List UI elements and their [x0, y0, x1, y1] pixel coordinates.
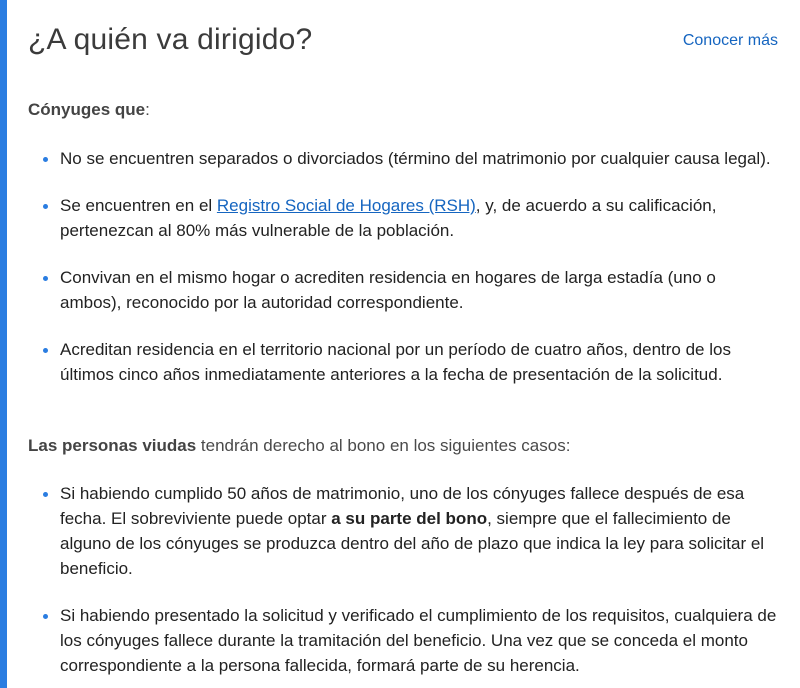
list-item [28, 265, 780, 315]
list-item [28, 337, 780, 387]
bullet-icon [43, 276, 48, 281]
widows-intro-bold: Las personas viudas [28, 436, 197, 455]
list-item-text-after: , siempre que el fallecimiento de alguno de los cónyuges se produzca dentro del año de plazo que indica la ley para solicitar el beneficio. [60, 509, 765, 578]
list-item-text-after: , y, de acuerdo a su calificación, pertenezcan al 80% más vulnerable de la población. [60, 196, 717, 240]
rsh-link[interactable]: Registro Social de Hogares (RSH) [216, 196, 476, 215]
spouses-intro-rest: : [145, 100, 150, 119]
accent-bar [0, 0, 7, 688]
list-item-bold: a su parte del bono [331, 509, 488, 528]
list-item-text: Si habiendo presentado la solicitud y verificado el cumplimiento de los requisitos, cualquiera de los cónyuges fallece durante la tramitación del beneficio. Una vez que se conceda el monto correspondiente a la persona fallecida, formará parte de su herencia. [60, 606, 777, 675]
spouses-requirements-list [28, 146, 780, 387]
list-item [28, 146, 780, 171]
bullet-icon [43, 157, 48, 162]
bullet-icon [43, 204, 48, 209]
list-item [28, 603, 780, 678]
widows-intro [28, 433, 570, 458]
main-content [28, 0, 780, 675]
list-item-text-before: Si habiendo cumplido 50 años de matrimonio, uno de los cónyuges fallece después de esa fecha. El sobreviviente puede optar [60, 484, 745, 528]
list-item-text-before: Se encuentren en el [60, 196, 217, 215]
spouses-intro [28, 97, 150, 122]
bullet-icon [43, 614, 48, 619]
list-item-text: Acreditan residencia en el territorio nacional por un período de cuatro años, dentro de los últimos cinco años inmediatamente anteriores a la fecha de presentación de la solicitud. [60, 340, 731, 384]
list-item-text: Convivan en el mismo hogar o acrediten residencia en hogares de larga estadía (uno o ambos), reconocido por la autoridad correspondiente. [60, 268, 716, 312]
list-item [28, 481, 780, 581]
section-header [28, 0, 780, 84]
list-item [28, 193, 780, 243]
learn-more-link[interactable]: Conocer más [682, 32, 778, 49]
widows-intro-rest: tendrán derecho al bono en los siguientes casos: [196, 436, 571, 455]
list-item-text: No se encuentren separados o divorciados (término del matrimonio por cualquier causa legal). [60, 149, 771, 168]
bullet-icon [43, 348, 48, 353]
bullet-icon [43, 492, 48, 497]
widows-cases-list [28, 481, 780, 678]
spouses-intro-bold: Cónyuges que [28, 100, 146, 119]
page-title: ¿A quién va dirigido? [28, 23, 313, 56]
